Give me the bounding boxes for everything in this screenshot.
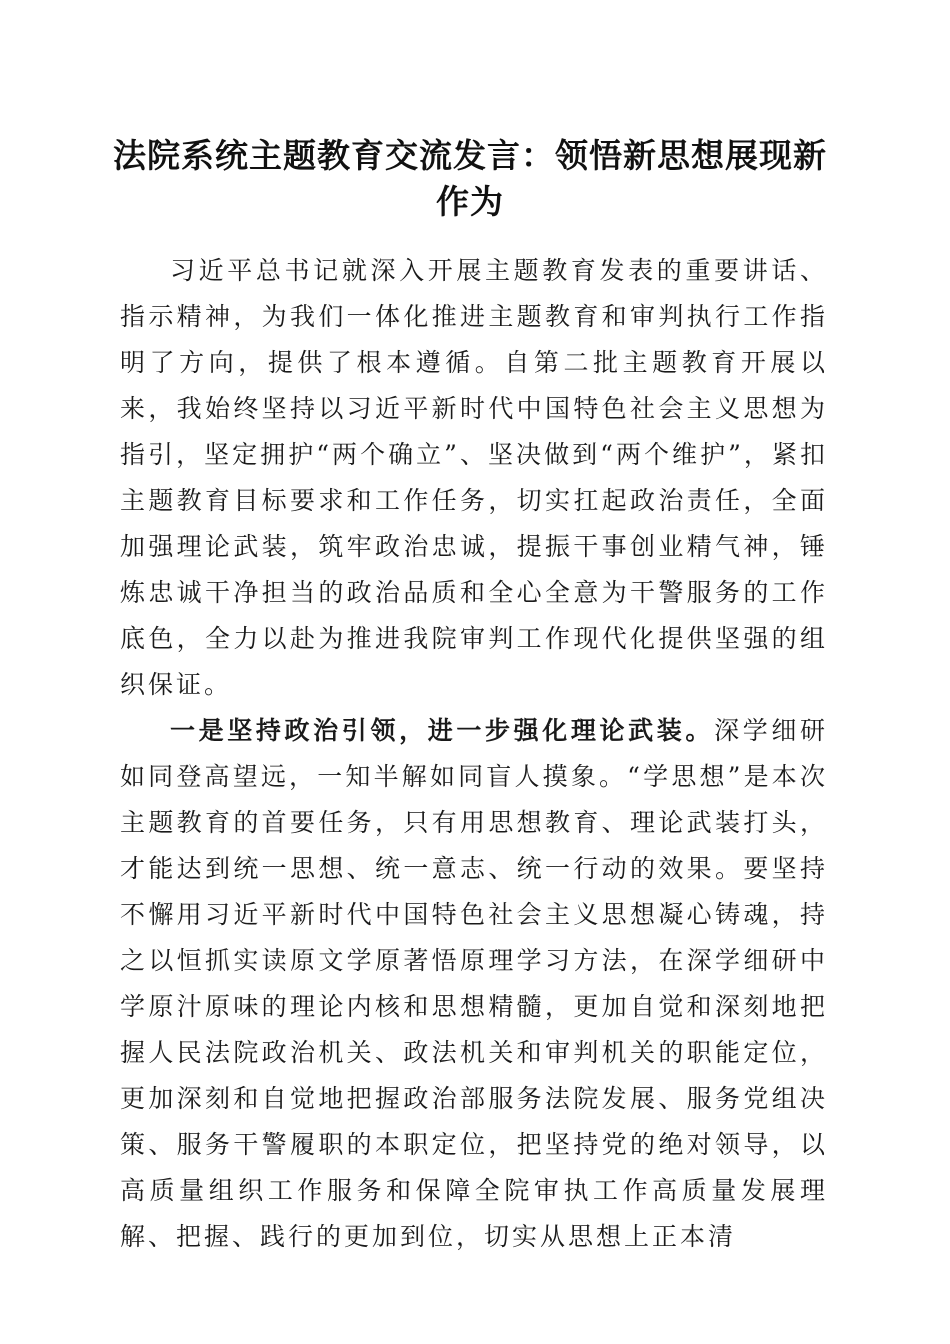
paragraph-text: 习近平总书记就深入开展主题教育发表的重要讲话、指示精神，为我们一体化推进主题教育和审判执行工作指明了方向，提供了根本遵循。自第二批主题教育开展以来，我始终坚持以习近平新时代中国特色社会主义思想为指引，坚定拥护“两个确立”、坚决做到“两个维护”，紧扣主题教育目标要求和工作任务，切实扛起政治责任，全面加强理论武装，筑牢政治忠诚，提振干事创业精气神，锤炼忠诚干净担当的政治品质和全心全意为干警服务的工作底色，全力以赴为推进我院审判工作现代化提供坚强的组织保证。 [120, 256, 828, 699]
paragraph-lead: 一是坚持政治引领，进一步强化理论武装。 [170, 716, 715, 745]
paragraph-point-one [120, 708, 828, 1260]
paragraph-intro [120, 248, 828, 708]
document-body [120, 248, 828, 1260]
paragraph-text: 深学细研如同登高望远，一知半解如同盲人摸象。“学思想”是本次主题教育的首要任务，只有用思想教育、理论武装打头，才能达到统一思想、统一意志、统一行动的效果。要坚持不懈用习近平新时代中国特色社会主义思想凝心铸魂，持之以恒抓实读原文学原著悟原理学习方法，在深学细研中学原汁原味的理论内核和思想精髓，更加自觉和深刻地把握人民法院政治机关、政法机关和审判机关的职能定位，更加深刻和自觉地把握政治部服务法院发展、服务党组决策、服务干警履职的本职定位，把坚持党的绝对领导，以高质量组织工作服务和保障全院审执工作高质量发展理解、把握、践行的更加到位，切实从思想上正本清 [120, 716, 828, 1251]
page-title: 法院系统主题教育交流发言：领悟新思想展现新作为 [113, 136, 827, 221]
